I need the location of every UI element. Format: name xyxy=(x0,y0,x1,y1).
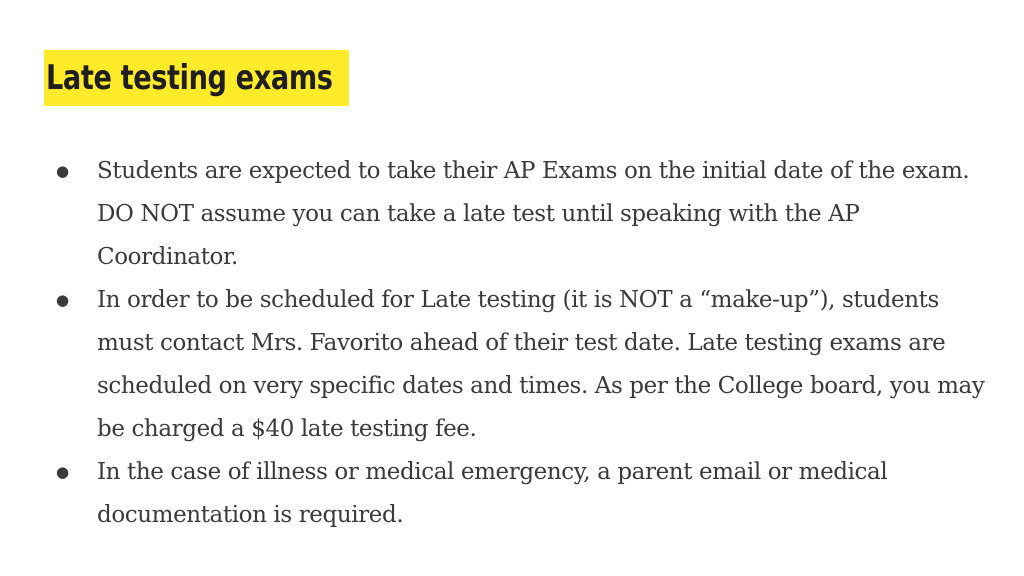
bullet-text: In the case of illness or medical emergency, a parent email or medical documentation is required. xyxy=(97,459,888,528)
bullet-text: Students are expected to take their AP Exams on the initial date of the exam. DO NOT assume you can take a late test until speaking with the AP Coordinator. xyxy=(97,158,970,270)
bullet-item xyxy=(56,279,986,451)
bullet-item xyxy=(56,451,986,537)
bullet-dot-icon: ● xyxy=(56,463,69,481)
bullet-text: In order to be scheduled for Late testing (it is NOT a “make-up”), students must contact Mrs. Favorito ahead of their test date. Late testing exams are scheduled on very specific dates and times. As per the College board, you may be charged a $40 late testing fee. xyxy=(97,287,985,442)
slide-title: Late testing exams xyxy=(46,58,333,98)
bullet-dot-icon: ● xyxy=(56,291,69,309)
bullet-list xyxy=(56,150,986,537)
bullet-dot-icon: ● xyxy=(56,162,69,180)
title-highlight xyxy=(44,50,349,106)
bullet-item xyxy=(56,150,986,279)
